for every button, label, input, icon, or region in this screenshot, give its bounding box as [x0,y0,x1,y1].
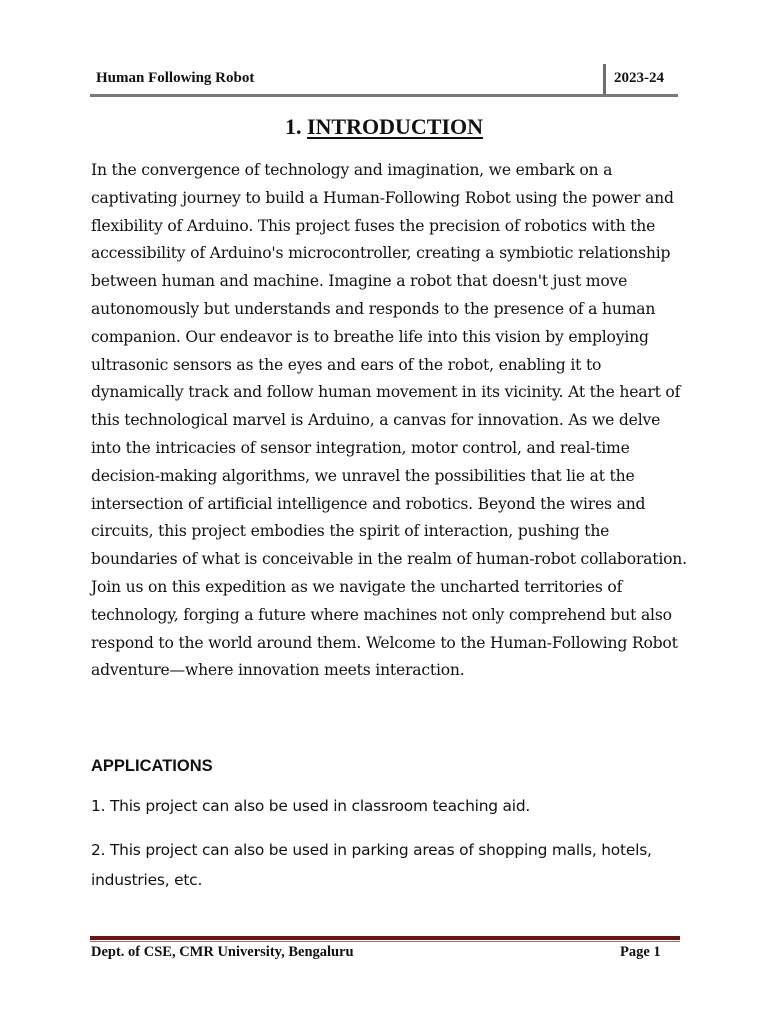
applications-heading: APPLICATIONS [91,757,213,775]
header-rule [90,94,678,97]
footer-page-number: Page 1 [620,944,661,960]
section-title: INTRODUCTION [306,114,484,139]
application-item: 2. This project can also be used in parking areas of shopping malls, hotels, industries, etc. [91,841,652,889]
footer-rule [90,936,680,940]
application-item: 1. This project can also be used in classroom teaching aid. [91,797,531,815]
header-year: 2023-24 [614,70,664,86]
section-number: 1. [284,114,302,139]
header-divider [603,64,606,96]
footer-rule-thin [90,941,680,942]
section-heading [0,114,768,140]
footer-department: Dept. of CSE, CMR University, Bengaluru [91,944,354,960]
intro-paragraph: In the convergence of technology and imagination, we embark on a captivating journey to build a Human-Following Robot using the power and flexibility of Arduino. This project fuses the precision of robotics with the accessibility of Arduino's microcontroller, creating a symbiotic relationship between human and machine. Imagine a robot that doesn't just move autonomously but understands and responds to the presence of a human companion. Our endeavor is to breathe life into this vision by employing ultrasonic sensors as the eyes and ears of the robot, enabling it to dynamically track and follow human movement in its vicinity. At the heart of this technological marvel is Arduino, a canvas for innovation. As we delve into the intricacies of sensor integration, motor control, and real-time decision-making algorithms, we unravel the possibilities that lie at the intersection of artificial intelligence and robotics. Beyond the wires and circuits, this project embodies the spirit of interaction, pushing the boundaries of what is conceivable in the realm of human-robot collaboration. Join us on this expedition as we navigate the uncharted territories of technology, forging a future where machines not only comprehend but also respond to the world around them. Welcome to the Human-Following Robot adventure—where innovation meets interaction. [91,161,687,680]
header-title: Human Following Robot [96,70,255,86]
